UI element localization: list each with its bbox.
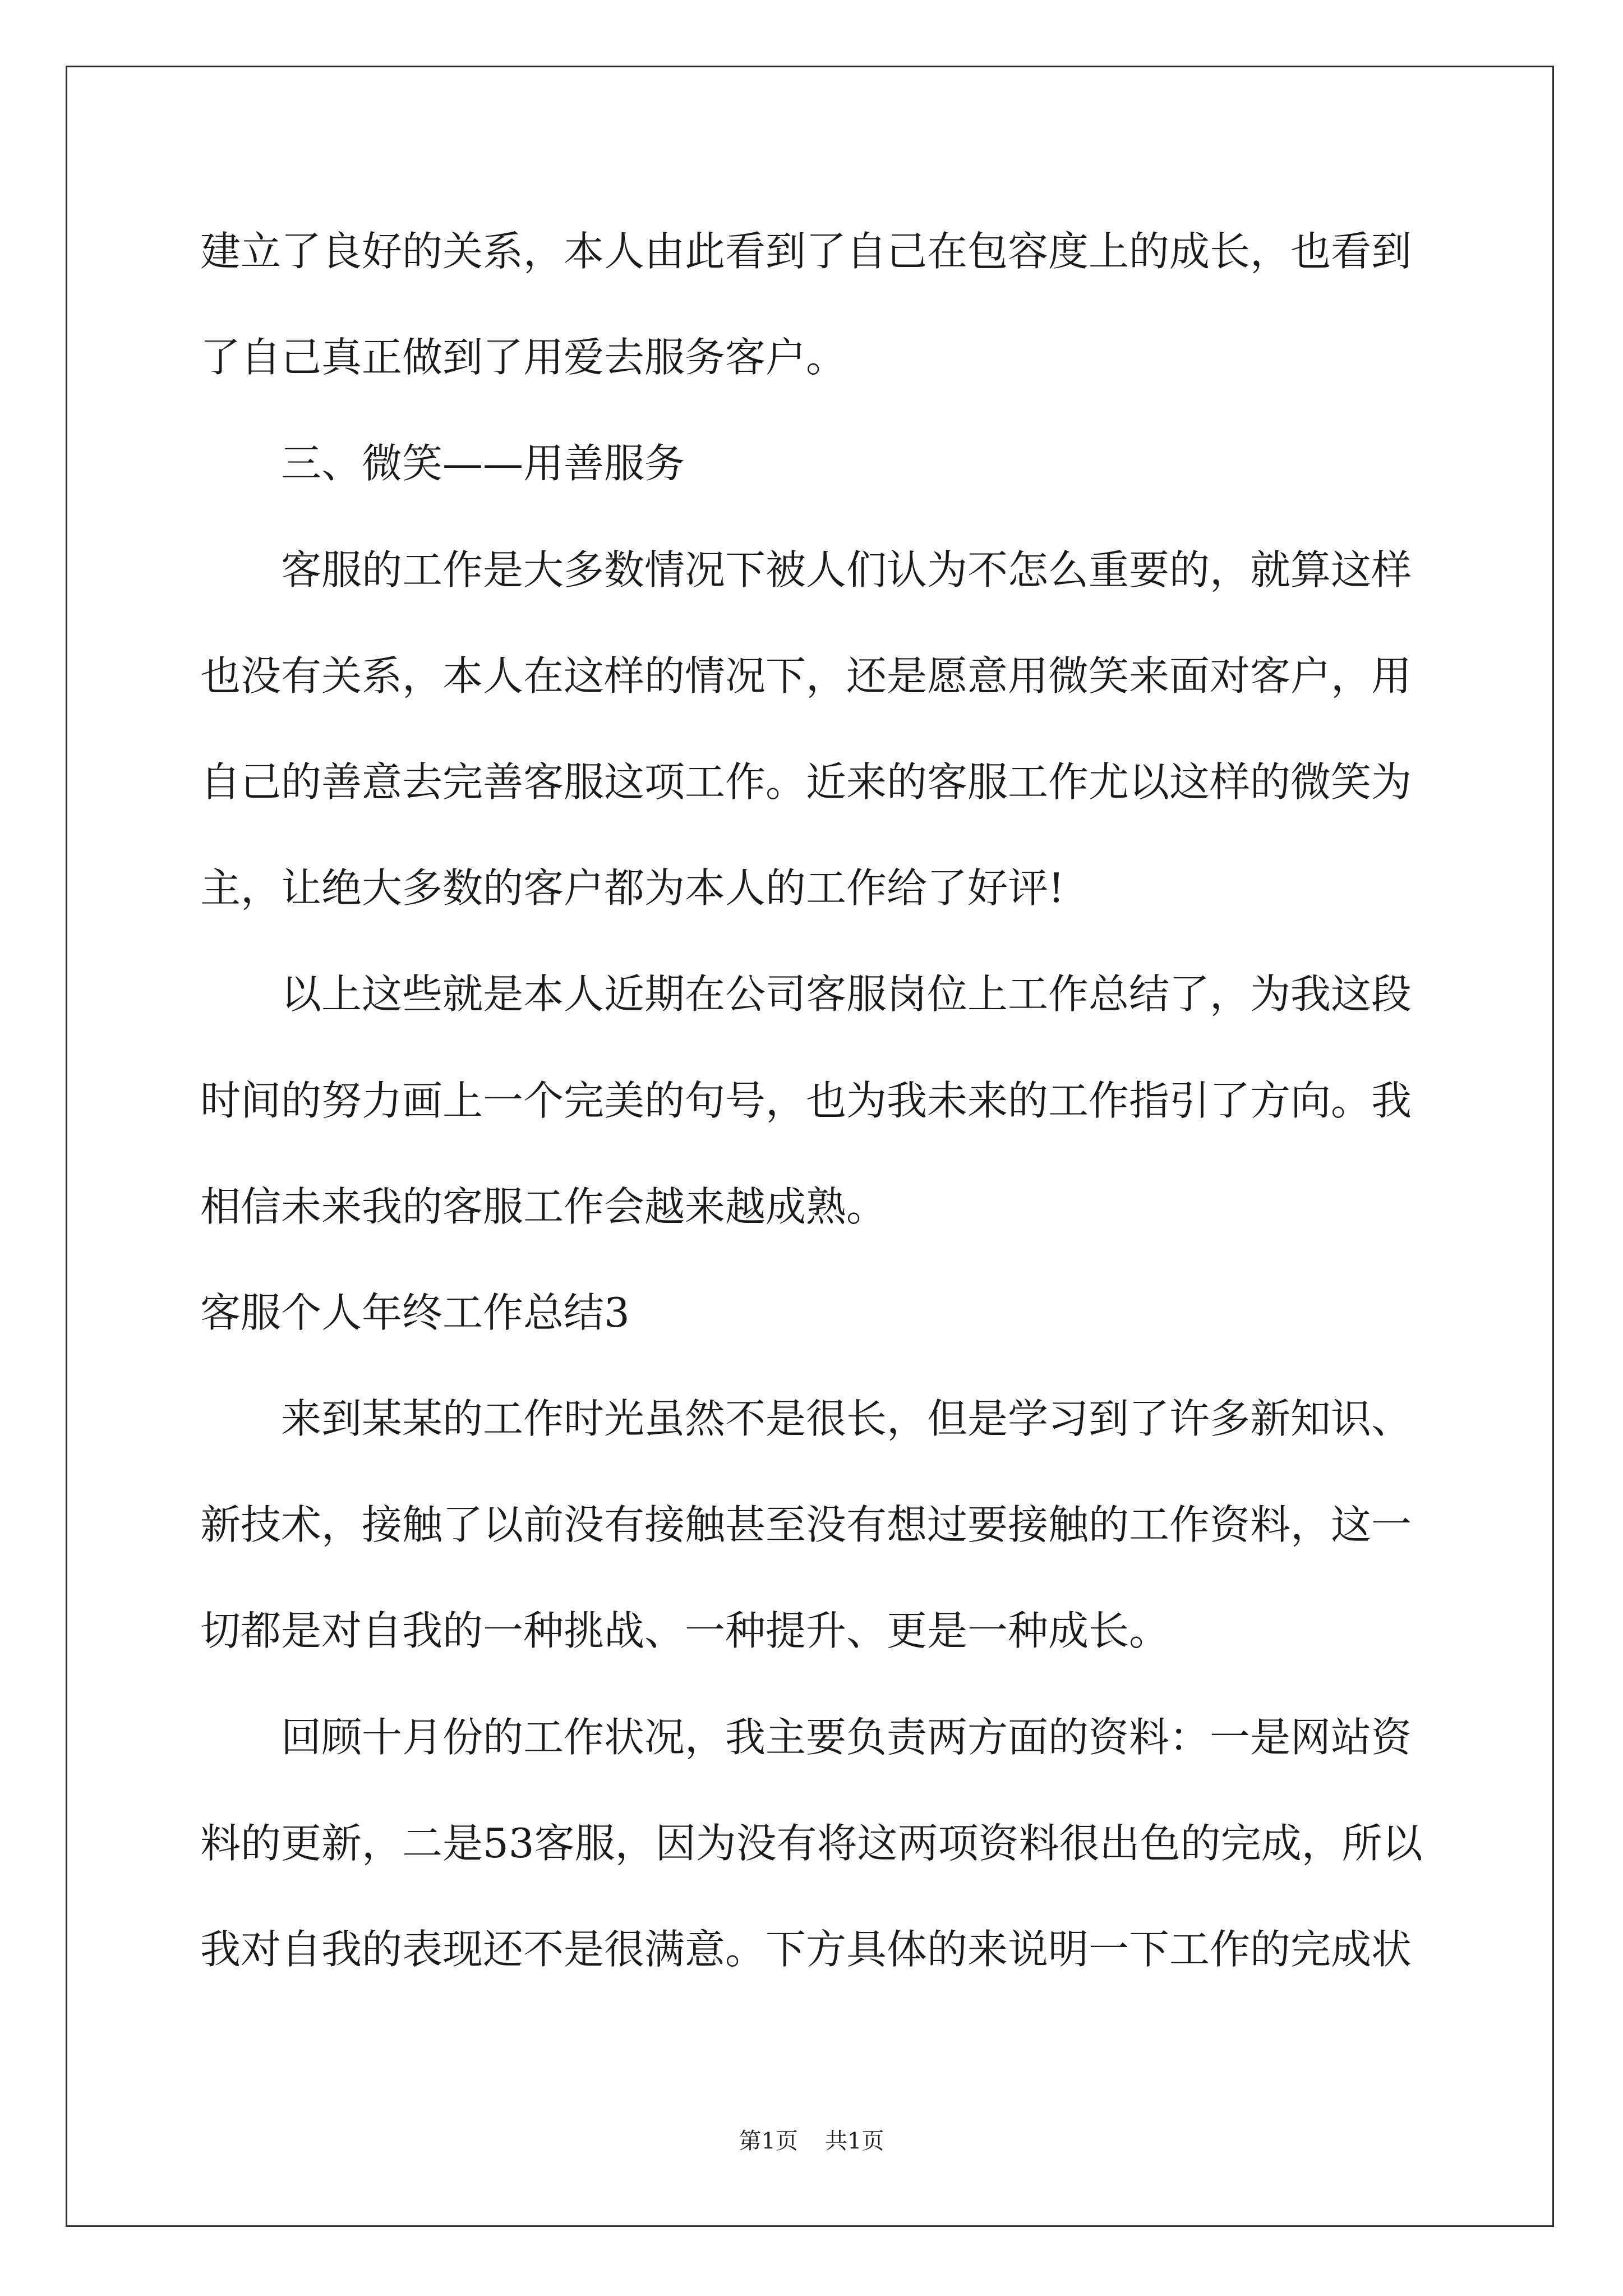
text-line: 切都是对自我的一种挑战、一种提升、更是一种成长。: [200, 1607, 1170, 1655]
text-line: 自己的善意去完善客服这项工作。近来的客服工作尤以这样的微笑为: [200, 758, 1412, 806]
text-line: 了自己真正做到了用爱去服务客户。: [200, 334, 847, 381]
text-line: 以上这些就是本人近期在公司客服岗位上工作总结了，为我这段: [281, 970, 1412, 1018]
document-body: [200, 199, 1434, 2003]
section-heading: 客服个人年终工作总结3: [200, 1289, 630, 1336]
text-line: 建立了良好的关系，本人由此看到了自己在包容度上的成长，也看到: [200, 228, 1412, 275]
text-line: 新技术，接触了以前没有接触甚至没有想过要接触的工作资料，这一: [200, 1501, 1412, 1549]
text-line: 主，让绝大多数的客户都为本人的工作给了好评!: [200, 864, 1064, 912]
page-number: 第1页: [739, 2128, 798, 2154]
text-line: 来到某某的工作时光虽然不是很长，但是学习到了许多新知识、: [281, 1395, 1412, 1443]
page-footer: [0, 2124, 1623, 2158]
text-line: 相信未来我的客服工作会越来越成熟。: [200, 1182, 887, 1230]
text-line: 料的更新，二是53客服，因为没有将这两项资料很出色的完成，所以: [200, 1819, 1423, 1867]
text-line: 我对自我的表现还不是很满意。下方具体的来说明一下工作的完成状: [200, 1926, 1412, 1973]
text-line: 也没有关系，本人在这样的情况下，还是愿意用微笑来面对客户，用: [200, 652, 1412, 700]
text-line: 客服的工作是大多数情况下被人们认为不怎么重要的，就算这样: [281, 546, 1412, 593]
section-subheading: 三、微笑——用善服务: [281, 440, 685, 487]
text-line: 时间的努力画上一个完美的句号，也为我未来的工作指引了方向。我: [200, 1076, 1412, 1124]
page-total: 共1页: [825, 2128, 884, 2154]
text-line: 回顾十月份的工作状况，我主要负责两方面的资料：一是网站资: [281, 1713, 1412, 1761]
